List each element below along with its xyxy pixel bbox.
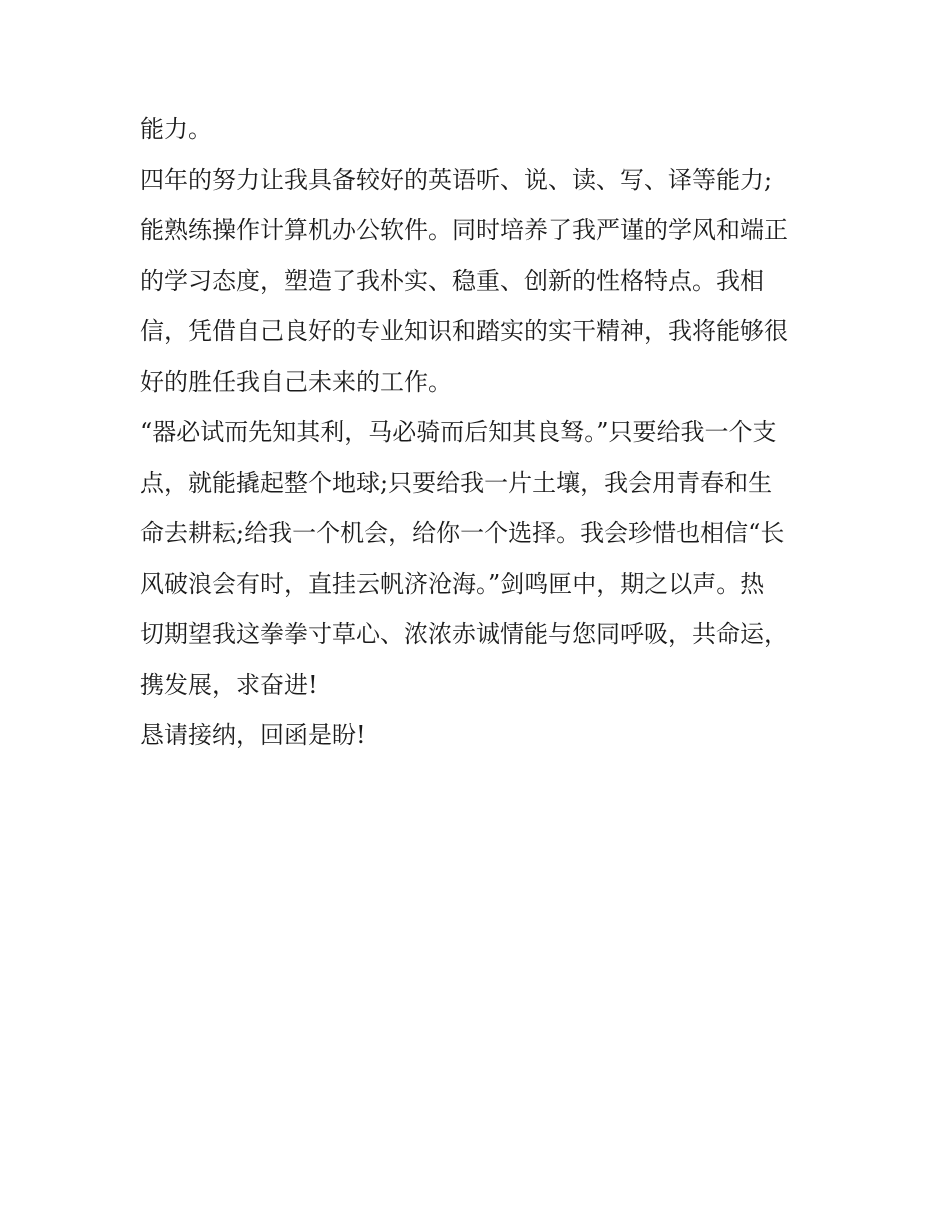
text-line: 信，凭借自己良好的专业知识和踏实的实干精神，我将能够很 bbox=[140, 317, 788, 345]
text-line: 切期望我这拳拳寸草心、浓浓赤诚情能与您同呼吸，共命运， bbox=[140, 620, 788, 648]
text-line: 的学习态度，塑造了我朴实、稳重、创新的性格特点。我相 bbox=[140, 266, 764, 295]
text-line: 携发展，求奋进! bbox=[140, 670, 318, 699]
text-line: 好的胜任我自己未来的工作。 bbox=[140, 367, 452, 396]
text-line: “器必试而先知其利，马必骑而后知其良驽。”只要给我一个支 bbox=[140, 418, 777, 446]
text-line: 命去耕耘;给我一个机会，给你一个选择。我会珍惜也相信“长 bbox=[140, 519, 785, 547]
text-line: 四年的努力让我具备较好的英语听、说、读、写、译等能力; bbox=[140, 165, 773, 194]
document-body bbox=[140, 104, 820, 761]
text-line: 能力。 bbox=[140, 115, 212, 143]
text-line: 能熟练操作计算机办公软件。同时培养了我严谨的学风和端正 bbox=[140, 216, 788, 244]
text-line: 恳请接纳，回函是盼! bbox=[140, 721, 366, 749]
text-line: 风破浪会有时，直挂云帆济沧海。”剑鸣匣中，期之以声。热 bbox=[140, 569, 765, 598]
text-line: 点，就能撬起整个地球;只要给我一片土壤，我会用青春和生 bbox=[140, 468, 773, 497]
